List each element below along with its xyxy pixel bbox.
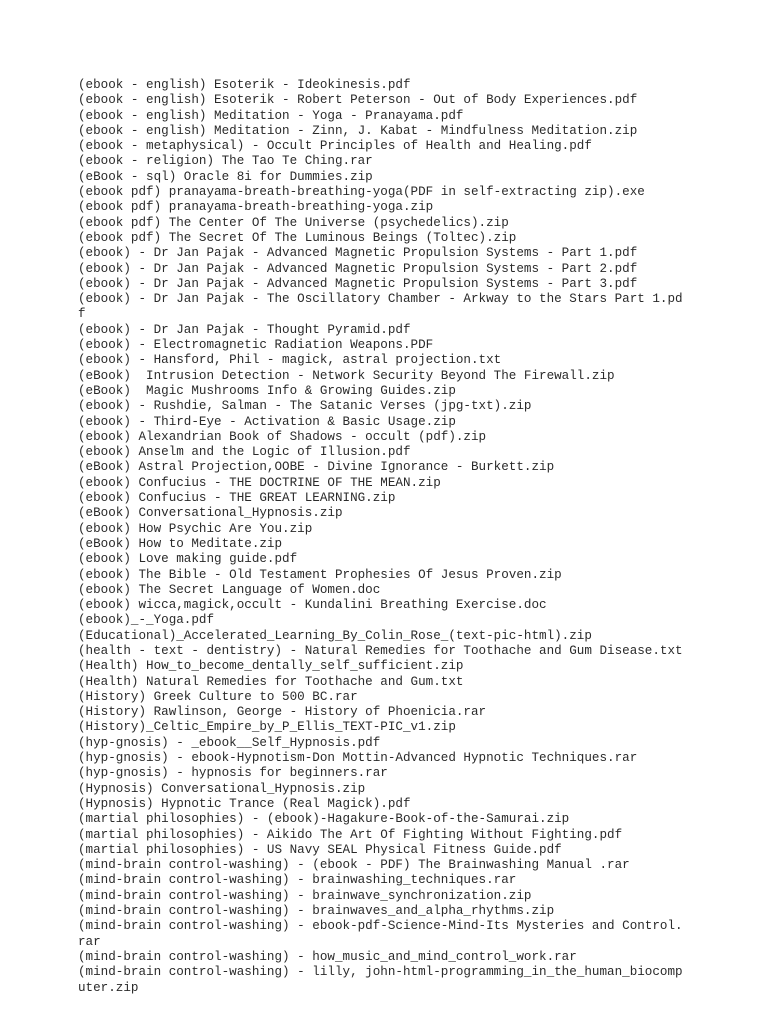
file-list-line: (ebook) wicca,magick,occult - Kundalini Breathing Exercise.doc xyxy=(78,598,547,613)
file-list-line: (ebook - english) Meditation - Zinn, J. Kabat - Mindfulness Meditation.zip xyxy=(78,123,638,138)
file-list-line: (eBook) Conversational_Hypnosis.zip xyxy=(78,506,343,521)
file-list-line: (ebook) The Secret Language of Women.doc xyxy=(78,582,381,597)
file-list-line: (martial philosophies) - US Navy SEAL Physical Fitness Guide.pdf xyxy=(78,842,562,857)
file-list-line: (martial philosophies) - (ebook)-Hagakure-Book-of-the-Samurai.zip xyxy=(78,812,570,827)
file-list-line: (mind-brain control-washing) - how_music_and_mind_control_work.rar xyxy=(78,949,577,964)
file-list-line: (mind-brain control-washing) - ebook-pdf-Science-Mind-Its Mysteries and Control. xyxy=(78,919,683,934)
file-list-line: (ebook - metaphysical) - Occult Principles of Health and Healing.pdf xyxy=(78,139,592,154)
file-list-line: (ebook - english) Esoterik - Robert Peterson - Out of Body Experiences.pdf xyxy=(78,93,638,108)
file-list-line: (ebook) - Rushdie, Salman - The Satanic Verses (jpg-txt).zip xyxy=(78,399,532,414)
file-list-line: (hyp-gnosis) - hypnosis for beginners.rar xyxy=(78,766,388,781)
file-list-line: (ebook) - Dr Jan Pajak - The Oscillatory Chamber - Arkway to the Stars Part 1.pd xyxy=(78,292,683,307)
file-list-line: (History) Rawlinson, George - History of Phoenicia.rar xyxy=(78,705,487,720)
file-list-line: rar xyxy=(78,934,101,949)
file-list-line: (hyp-gnosis) - _ebook__Self_Hypnosis.pdf xyxy=(78,735,381,750)
file-list-line: (ebook pdf) pranayama-breath-breathing-yoga(PDF in self-extracting zip).exe xyxy=(78,185,645,200)
file-list-line: (ebook - english) Esoterik - Ideokinesis.pdf xyxy=(78,78,411,92)
file-list-line: (eBook) Magic Mushrooms Info & Growing Guides.zip xyxy=(78,383,456,398)
file-list-line: (ebook) Alexandrian Book of Shadows - occult (pdf).zip xyxy=(78,429,487,444)
file-list-line: (ebook) How Psychic Are You.zip xyxy=(78,521,313,536)
file-list-line: (History)_Celtic_Empire_by_P_Ellis_TEXT-PIC_v1.zip xyxy=(78,720,456,735)
file-list-line: (ebook) - Dr Jan Pajak - Advanced Magnetic Propulsion Systems - Part 1.pdf xyxy=(78,246,638,261)
file-list-line: (ebook) Confucius - THE DOCTRINE OF THE MEAN.zip xyxy=(78,475,441,490)
file-list-line: (ebook) - Dr Jan Pajak - Thought Pyramid.pdf xyxy=(78,322,411,337)
file-list-line: (Hypnosis) Hypnotic Trance (Real Magick).pdf xyxy=(78,796,411,811)
file-list-line: (Hypnosis) Conversational_Hypnosis.zip xyxy=(78,781,366,796)
file-list-line: (ebook) Confucius - THE GREAT LEARNING.zip xyxy=(78,491,396,506)
file-list-line: (ebook) - Dr Jan Pajak - Advanced Magnetic Propulsion Systems - Part 3.pdf xyxy=(78,276,638,291)
file-list-line: (martial philosophies) - Aikido The Art Of Fighting Without Fighting.pdf xyxy=(78,827,623,842)
file-list-line: (mind-brain control-washing) - brainwave_synchronization.zip xyxy=(78,888,532,903)
file-list-line: (mind-brain control-washing) - lilly, john-html-programming_in_the_human_biocomp xyxy=(78,965,683,980)
file-list-line: (mind-brain control-washing) - brainwaves_and_alpha_rhythms.zip xyxy=(78,904,555,919)
file-list-line: (ebook - religion) The Tao Te Ching.rar xyxy=(78,154,373,169)
file-list-line: (ebook) The Bible - Old Testament Prophesies Of Jesus Proven.zip xyxy=(78,567,562,582)
file-list-line: (eBook) Astral Projection,OOBE - Divine Ignorance - Burkett.zip xyxy=(78,460,555,475)
file-list-line: (hyp-gnosis) - ebook-Hypnotism-Don Mottin-Advanced Hypnotic Techniques.rar xyxy=(78,751,638,766)
file-list-line: (eBook - sql) Oracle 8i for Dummies.zip xyxy=(78,169,373,184)
file-list-line: (ebook) Love making guide.pdf xyxy=(78,552,298,567)
file-list-line: (ebook pdf) The Secret Of The Luminous Beings (Toltec).zip xyxy=(78,230,517,245)
file-list-document xyxy=(78,78,698,996)
file-list-line: uter.zip xyxy=(78,980,139,995)
file-list-line: (ebook) - Third-Eye - Activation & Basic Usage.zip xyxy=(78,414,456,429)
file-list-line: (ebook) - Hansford, Phil - magick, astral projection.txt xyxy=(78,353,502,368)
file-list-line: (health - text - dentistry) - Natural Remedies for Toothache and Gum Disease.txt xyxy=(78,643,683,658)
file-list-line: (ebook) - Dr Jan Pajak - Advanced Magnetic Propulsion Systems - Part 2.pdf xyxy=(78,261,638,276)
file-list-line: (Health) How_to_become_dentally_self_sufficient.zip xyxy=(78,659,464,674)
file-list-line: (ebook - english) Meditation - Yoga - Pranayama.pdf xyxy=(78,108,464,123)
file-list-line: (ebook pdf) pranayama-breath-breathing-yoga.zip xyxy=(78,200,434,215)
file-list-line: (History) Greek Culture to 500 BC.rar xyxy=(78,689,358,704)
file-list-line: (Health) Natural Remedies for Toothache and Gum.txt xyxy=(78,674,464,689)
file-list-line: (eBook) Intrusion Detection - Network Security Beyond The Firewall.zip xyxy=(78,368,615,383)
file-list-line: (ebook) - Electromagnetic Radiation Weapons.PDF xyxy=(78,338,434,353)
file-list-line: (ebook pdf) The Center Of The Universe (psychedelics).zip xyxy=(78,215,509,230)
file-list-line: (mind-brain control-washing) - (ebook - PDF) The Brainwashing Manual .rar xyxy=(78,858,630,873)
file-list-line: (ebook) Anselm and the Logic of Illusion.pdf xyxy=(78,445,411,460)
file-list-line: (ebook)_-_Yoga.pdf xyxy=(78,613,215,628)
file-list-line: (eBook) How to Meditate.zip xyxy=(78,536,283,551)
file-list-line: (mind-brain control-washing) - brainwashing_techniques.rar xyxy=(78,873,517,888)
file-list-line: f xyxy=(78,307,86,322)
file-list-line: (Educational)_Accelerated_Learning_By_Colin_Rose_(text-pic-html).zip xyxy=(78,628,592,643)
